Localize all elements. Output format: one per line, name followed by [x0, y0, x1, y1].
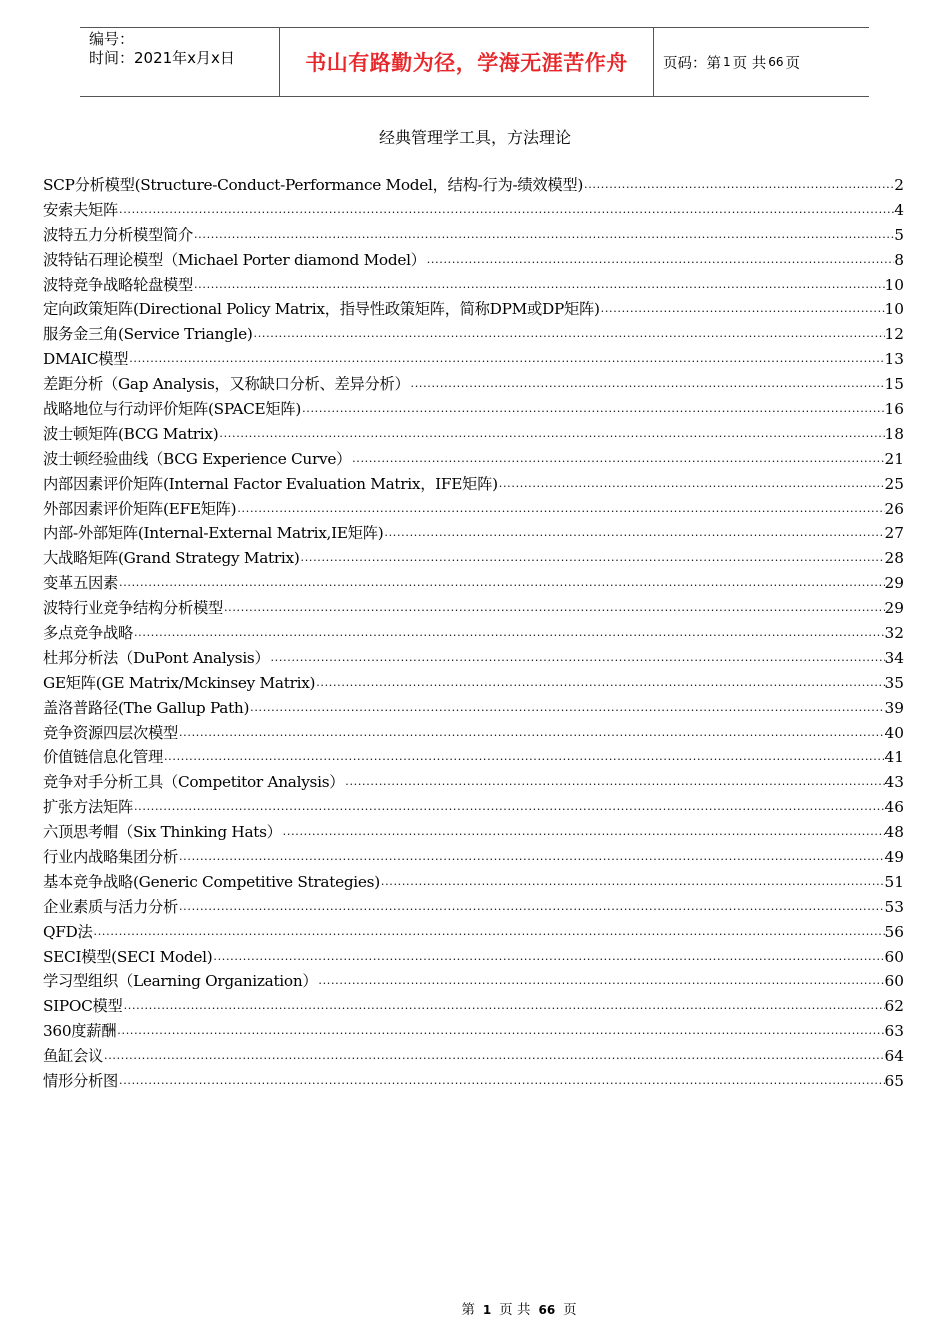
toc-entry-title: 竞争对手分析工具（Competitor Analysis） [43, 773, 345, 792]
toc-entry[interactable] [43, 696, 904, 721]
toc-entry-title: 行业内战略集团分析 [43, 848, 178, 867]
toc-entry[interactable] [43, 297, 904, 322]
toc-entry[interactable] [43, 322, 904, 347]
toc-dot-leader [426, 248, 895, 273]
toc-entry-title: 外部因素评价矩阵(EFE矩阵) [43, 499, 237, 518]
toc-entry-title: 价值链信息化管理 [43, 748, 163, 767]
toc-entry-page: 29 [884, 574, 904, 593]
toc-entry-page: 8 [894, 250, 904, 269]
toc-entry-page: 60 [884, 972, 904, 991]
header-page-suffix: 页 [785, 55, 801, 72]
toc-entry-page: 63 [884, 1022, 904, 1041]
toc-dot-leader [236, 497, 884, 522]
toc-entry-page: 34 [884, 648, 904, 667]
toc-entry-page: 39 [884, 698, 904, 717]
header-page-mid: 页 共 [732, 55, 767, 72]
toc-dot-leader [118, 1069, 885, 1094]
toc-dot-leader [344, 770, 884, 795]
toc-entry-page: 26 [884, 499, 904, 518]
toc-entry-title: 波士顿经验曲线（BCG Experience Curve） [43, 449, 352, 468]
toc-entry-title: 服务金三角(Service Triangle) [43, 325, 253, 344]
toc-entry-page: 64 [884, 1047, 904, 1066]
toc-dot-leader [193, 223, 894, 248]
toc-entry-title: 盖洛普路径(The Gallup Path) [43, 698, 250, 717]
toc-dot-leader [133, 621, 885, 646]
toc-entry-title: 360度薪酬 [43, 1022, 117, 1041]
toc-dot-leader [218, 422, 884, 447]
toc-entry-title: 定向政策矩阵(Directional Policy Matrix，指导性政策矩阵，简称DPM或DP矩阵) [43, 300, 600, 319]
toc-entry-page: 10 [884, 300, 904, 319]
toc-dot-leader [133, 795, 885, 820]
footer-page-suffix: 页 [563, 1302, 577, 1318]
toc-dot-leader [301, 397, 884, 422]
toc-entry[interactable] [43, 920, 904, 945]
toc-entry[interactable] [43, 521, 904, 546]
toc-dot-leader [383, 521, 884, 546]
toc-entry-title: 扩张方法矩阵 [43, 798, 133, 817]
toc-entry[interactable] [43, 571, 904, 596]
toc-dot-leader [178, 721, 885, 746]
footer-page-current: 1 [482, 1303, 492, 1317]
toc-entry-page: 41 [884, 748, 904, 767]
toc-entry-page: 28 [884, 549, 904, 568]
toc-entry[interactable] [43, 1044, 904, 1069]
toc-entry[interactable] [43, 1019, 904, 1044]
toc-dot-leader [600, 297, 885, 322]
toc-entry[interactable] [43, 223, 904, 248]
toc-entry-page: 27 [884, 524, 904, 543]
toc-dot-leader [193, 273, 885, 298]
toc-dot-leader [317, 970, 884, 995]
toc-dot-leader [351, 447, 884, 472]
toc-entry-title: 基本竞争战略(Generic Competitive Strategies) [43, 872, 380, 891]
toc-entry[interactable] [43, 347, 904, 372]
toc-entry-title: 杜邦分析法（DuPont Analysis） [43, 648, 270, 667]
toc-entry-title: 波特行业竞争结构分析模型 [43, 599, 223, 618]
toc-entry-title: 波特钻石理论模型（Michael Porter diamond Model） [43, 250, 426, 269]
toc-entry[interactable] [43, 497, 904, 522]
toc-dot-leader [128, 347, 884, 372]
toc-entry-title: 变革五因素 [43, 574, 118, 593]
toc-entry-page: 21 [884, 449, 904, 468]
toc-entry-page: 49 [884, 848, 904, 867]
toc-entry-title: 企业素质与活力分析 [43, 897, 178, 916]
toc-entry[interactable] [43, 671, 904, 696]
toc-entry-title: 竞争资源四层次模型 [43, 723, 178, 742]
toc-entry[interactable] [43, 745, 904, 770]
toc-entry[interactable] [43, 248, 904, 273]
toc-entry-page: 53 [884, 897, 904, 916]
toc-dot-leader [249, 696, 884, 721]
toc-entry[interactable] [43, 721, 904, 746]
toc-dot-leader [116, 1019, 884, 1044]
toc-entry-title: 波特竞争战略轮盘模型 [43, 275, 193, 294]
header-page-total: 66 [768, 55, 784, 69]
toc-dot-leader [498, 472, 885, 497]
toc-dot-leader [269, 646, 884, 671]
toc-entry-page: 65 [884, 1072, 904, 1091]
toc-entry-page: 62 [884, 997, 904, 1016]
toc-entry-title: 内部因素评价矩阵(Internal Factor Evaluation Matrix，IFE矩阵) [43, 474, 498, 493]
footer-page-total: 66 [538, 1303, 556, 1317]
toc-entry-title: 六顶思考帽（Six Thinking Hats） [43, 823, 282, 842]
toc-dot-leader [315, 671, 884, 696]
toc-entry-title: SIPOC模型 [43, 997, 123, 1016]
toc-entry-page: 5 [894, 225, 904, 244]
toc-entry-title: 多点竞争战略 [43, 624, 133, 643]
toc-entry-page: 35 [884, 673, 904, 692]
toc-entry-page: 10 [884, 275, 904, 294]
toc-entry-page: 15 [884, 375, 904, 394]
toc-dot-leader [123, 994, 885, 1019]
toc-entry[interactable] [43, 447, 904, 472]
toc-entry[interactable] [43, 273, 904, 298]
toc-entry-page: 46 [884, 798, 904, 817]
document-title: 经典管理学工具，方法理论 [378, 128, 571, 147]
toc-entry[interactable] [43, 173, 904, 198]
toc-entry-title: 鱼缸会议 [43, 1047, 103, 1066]
toc-entry-title: 安索夫矩阵 [43, 200, 118, 219]
toc-entry[interactable] [43, 795, 904, 820]
header-page-current: 1 [723, 55, 731, 69]
toc-dot-leader [103, 1044, 885, 1069]
toc-entry[interactable] [43, 596, 904, 621]
toc-entry[interactable] [43, 198, 904, 223]
toc-dot-leader [380, 870, 885, 895]
toc-entry[interactable] [43, 422, 904, 447]
toc-entry-title: 学习型组织（Learning Organization） [43, 972, 318, 991]
toc-entry-title: DMAIC模型 [43, 350, 129, 369]
toc-entry[interactable] [43, 372, 904, 397]
toc-dot-leader [583, 173, 894, 198]
toc-dot-leader [253, 322, 885, 347]
toc-entry-page: 32 [884, 624, 904, 643]
toc-dot-leader [410, 372, 885, 397]
table-of-contents [43, 173, 904, 1094]
toc-entry[interactable] [43, 870, 904, 895]
toc-entry[interactable] [43, 1069, 904, 1094]
toc-dot-leader [118, 198, 894, 223]
toc-entry-page: 43 [884, 773, 904, 792]
header-meta [80, 28, 280, 96]
toc-dot-leader [300, 546, 885, 571]
toc-entry[interactable] [43, 397, 904, 422]
toc-entry-page: 12 [884, 325, 904, 344]
toc-dot-leader [118, 571, 885, 596]
toc-dot-leader [212, 945, 884, 970]
toc-entry-page: 16 [884, 400, 904, 418]
toc-entry-page: 29 [884, 599, 904, 618]
toc-dot-leader [93, 920, 885, 945]
toc-entry-title: 差距分析（Gap Analysis，又称缺口分析、差异分析） [43, 375, 410, 394]
toc-entry[interactable] [43, 646, 904, 671]
page-footer [0, 1298, 950, 1318]
toc-entry[interactable] [43, 994, 904, 1019]
toc-entry-title: GE矩阵(GE Matrix/Mckinsey Matrix) [43, 673, 316, 692]
toc-entry[interactable] [43, 970, 904, 995]
footer-page-mid: 页 共 [499, 1302, 531, 1318]
toc-entry[interactable] [43, 472, 904, 497]
toc-entry-page: 56 [884, 922, 904, 941]
document-number-label: 编号： [89, 30, 135, 48]
toc-entry-title: 波特五力分析模型简介 [43, 225, 193, 244]
toc-entry[interactable] [43, 621, 904, 646]
page-header [80, 27, 869, 97]
toc-entry-page: 60 [884, 947, 904, 966]
toc-entry-page: 2 [894, 175, 904, 194]
toc-entry-title: 情形分析图 [43, 1072, 118, 1091]
toc-entry[interactable] [43, 820, 904, 845]
toc-entry-page: 51 [884, 872, 904, 891]
toc-entry-title: 战略地位与行动评价矩阵(SPACE矩阵) [43, 400, 302, 418]
toc-entry[interactable] [43, 546, 904, 571]
toc-dot-leader [178, 845, 885, 870]
header-motto: 书山有路勤为径，学海无涯苦作舟 [280, 28, 654, 96]
document-time-label: 时间：2021年x月x日 [89, 49, 235, 67]
toc-entry[interactable] [43, 845, 904, 870]
toc-entry-page: 40 [884, 723, 904, 742]
toc-dot-leader [163, 745, 885, 770]
toc-entry[interactable] [43, 895, 904, 920]
toc-dot-leader [223, 596, 885, 621]
toc-entry-title: 波士顿矩阵(BCG Matrix) [43, 424, 219, 443]
header-page-prefix: 页码：第 [663, 55, 721, 72]
toc-entry-title: QFD法 [43, 922, 93, 941]
toc-dot-leader [282, 820, 885, 845]
toc-dot-leader [178, 895, 885, 920]
toc-entry[interactable] [43, 945, 904, 970]
toc-entry-page: 13 [884, 350, 904, 369]
footer-page-prefix: 第 [461, 1302, 475, 1318]
toc-entry-title: SECI模型(SECI Model) [43, 947, 213, 966]
toc-entry-title: SCP分析模型(Structure-Conduct-Performance Model，结构-行为-绩效模型) [43, 175, 584, 194]
toc-entry-title: 大战略矩阵(Grand Strategy Matrix) [43, 549, 300, 568]
toc-entry[interactable] [43, 770, 904, 795]
toc-entry-page: 4 [894, 200, 904, 219]
header-page-counter [654, 28, 869, 96]
toc-entry-page: 48 [884, 823, 904, 842]
toc-entry-title: 内部-外部矩阵(Internal-External Matrix,IE矩阵) [43, 524, 384, 543]
toc-entry-page: 18 [884, 424, 904, 443]
toc-entry-page: 25 [884, 474, 904, 493]
